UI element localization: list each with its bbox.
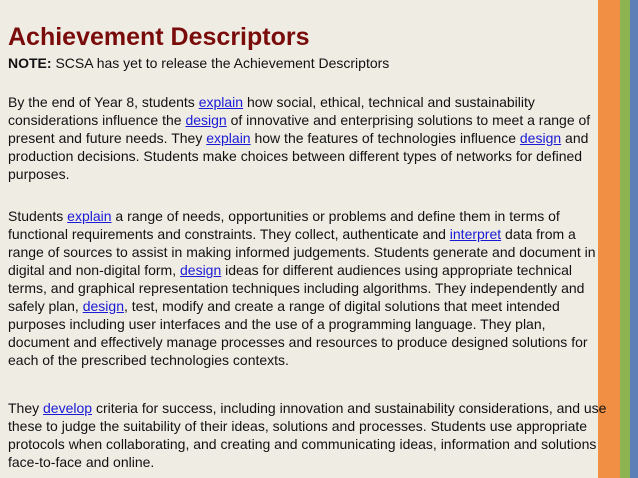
text-segment: By the end of Year 8, students — [8, 94, 199, 110]
text-segment: how the features of technologies influence — [250, 130, 520, 146]
text-line — [8, 453, 606, 471]
text-segment: They — [8, 400, 44, 416]
paragraph-2 — [8, 207, 596, 369]
keyword-link-explain[interactable]: explain — [67, 208, 112, 224]
text-segment: safely plan, — [8, 298, 83, 314]
keyword-link-explain[interactable]: explain — [198, 94, 244, 110]
text-line — [8, 207, 596, 225]
note-line — [8, 54, 389, 72]
text-segment: of innovative and enterprising solutions to meet a range of — [226, 112, 591, 128]
text-line — [8, 111, 590, 129]
keyword-link-explain[interactable]: explain — [206, 130, 251, 146]
text-segment: protocols when collaborating, and creating and communicating ideas, information and solutions — [8, 436, 597, 452]
text-line — [8, 243, 596, 261]
blue-stripe — [630, 0, 638, 478]
green-stripe — [620, 0, 630, 478]
keyword-link-design[interactable]: design — [82, 298, 124, 314]
text-line — [8, 129, 590, 147]
paragraph-3 — [8, 399, 606, 471]
paragraph-1 — [8, 93, 590, 183]
text-segment: production decisions. Students make choices between different types of networks for defined — [8, 148, 583, 164]
text-segment: these to judge the suitability of their ideas, solutions and processes. Students use appropriate — [8, 418, 588, 434]
text-segment: how social, ethical, technical and sustainability — [243, 94, 535, 110]
keyword-link-interpret[interactable]: interpret — [449, 226, 502, 242]
text-segment: digital and non-digital form, — [8, 262, 180, 278]
text-segment: criteria for success, including innovation and sustainability considerations, and use — [92, 400, 607, 416]
text-segment: document and effectively manage processes and resources to produce designed solutions for — [8, 334, 588, 350]
keyword-link-design[interactable]: design — [519, 130, 562, 146]
text-line — [8, 93, 590, 111]
text-segment: purposes including user interfaces and the use of a programming language. They plan, — [8, 316, 546, 332]
text-line — [8, 165, 590, 183]
text-line — [8, 435, 606, 453]
text-segment: , test, modify and create a range of digital solutions that meet intended — [123, 298, 560, 314]
text-line — [8, 417, 606, 435]
keyword-link-design[interactable]: design — [185, 112, 227, 128]
text-line — [8, 147, 590, 165]
keyword-link-develop[interactable]: develop — [43, 400, 93, 416]
text-line — [8, 297, 596, 315]
page-title: Achievement Descriptors — [8, 23, 310, 51]
text-segment: and — [561, 130, 589, 146]
text-line — [8, 333, 596, 351]
text-line — [8, 315, 596, 333]
keyword-link-design[interactable]: design — [180, 262, 222, 278]
text-segment: purposes. — [8, 166, 70, 182]
text-segment: considerations influence the — [8, 112, 186, 128]
text-segment: ideas for different audiences using appropriate technical — [221, 262, 573, 278]
text-line — [8, 351, 596, 369]
text-segment: range of sources to assist in making informed judgements. Students generate and document in — [8, 244, 596, 260]
note-label: NOTE: — [8, 55, 52, 71]
note-text: SCSA has yet to release the Achievement Descriptors — [51, 55, 390, 71]
text-segment: terms, and graphical representation techniques including algorithms. They independently and — [8, 280, 585, 296]
text-segment: face-to-face and online. — [8, 454, 155, 470]
text-segment: functional requirements and constraints. They collect, authenticate and — [8, 226, 450, 242]
text-line — [8, 261, 596, 279]
text-line — [8, 279, 596, 297]
text-segment: Students — [8, 208, 68, 224]
text-segment: present and future needs. They — [8, 130, 207, 146]
text-segment: a range of needs, opportunities or problems and define them in terms of — [111, 208, 560, 224]
text-segment: data from a — [501, 226, 576, 242]
text-line — [8, 225, 596, 243]
text-segment: each of the prescribed technologies contexts. — [8, 352, 289, 368]
text-line — [8, 399, 606, 417]
